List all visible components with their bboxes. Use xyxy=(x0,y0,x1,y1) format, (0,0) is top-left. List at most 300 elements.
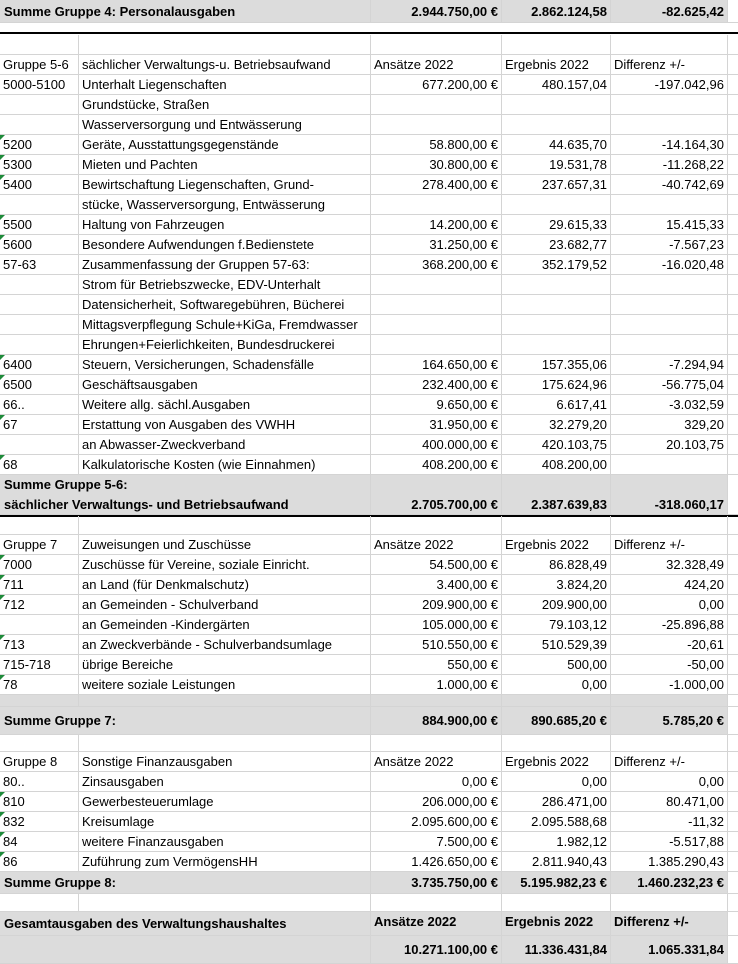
description-cell[interactable]: an Gemeinden -Kindergärten xyxy=(79,615,371,635)
result-2022-cell[interactable]: 44.635,70 xyxy=(502,135,611,155)
table-row xyxy=(0,395,738,415)
summary-budget-cell[interactable]: 3.735.750,00 € xyxy=(371,872,502,894)
difference-cell[interactable] xyxy=(611,455,728,475)
difference-cell[interactable] xyxy=(611,115,728,135)
result-2022-cell[interactable] xyxy=(502,195,611,215)
empty-cell[interactable] xyxy=(502,894,611,912)
account-code-cell[interactable] xyxy=(0,95,79,115)
column-header-budget[interactable]: Ansätze 2022 xyxy=(371,752,502,772)
budget-2022-cell[interactable]: 31.950,00 € xyxy=(371,415,502,435)
table-row xyxy=(0,175,738,195)
result-2022-cell[interactable]: 79.103,12 xyxy=(502,615,611,635)
description-cell[interactable]: Mieten und Pachten xyxy=(79,155,371,175)
description-cell[interactable]: an Zweckverbände - Schulverbandsumlage xyxy=(79,635,371,655)
account-code-cell[interactable] xyxy=(0,195,79,215)
result-2022-cell[interactable]: 86.828,49 xyxy=(502,555,611,575)
budget-2022-cell[interactable] xyxy=(371,335,502,355)
budget-2022-cell[interactable]: 1.426.650,00 € xyxy=(371,852,502,872)
budget-2022-cell[interactable] xyxy=(371,195,502,215)
difference-cell[interactable]: 32.328,49 xyxy=(611,555,728,575)
summary-result-cell[interactable]: 2.862.124,58 xyxy=(502,0,611,23)
table-row xyxy=(0,235,738,255)
empty-row xyxy=(0,735,738,752)
empty-row xyxy=(0,516,738,535)
result-2022-cell[interactable]: 32.279,20 xyxy=(502,415,611,435)
budget-2022-cell[interactable]: 368.200,00 € xyxy=(371,255,502,275)
empty-cell[interactable] xyxy=(611,894,728,912)
spacer-cell[interactable] xyxy=(79,695,371,707)
summary-budget-cell[interactable]: 2.944.750,00 € xyxy=(371,0,502,23)
description-cell[interactable]: Kalkulatorische Kosten (wie Einnahmen) xyxy=(79,455,371,475)
difference-cell[interactable]: -197.042,96 xyxy=(611,75,728,95)
summary-difference-cell[interactable]: -82.625,42 xyxy=(611,0,728,23)
total-title: Gesamtausgaben des Verwaltungshaushaltes xyxy=(4,916,287,931)
budget-2022-cell[interactable] xyxy=(371,315,502,335)
result-2022-cell[interactable]: 408.200,00 xyxy=(502,455,611,475)
empty-cell[interactable] xyxy=(502,516,611,535)
account-code-cell[interactable]: 5600 xyxy=(0,235,79,255)
result-2022-cell[interactable]: 0,00 xyxy=(502,675,611,695)
spacer-cell[interactable] xyxy=(728,375,738,395)
spacer-cell[interactable] xyxy=(728,635,738,655)
summary-result-cell[interactable]: 5.195.982,23 € xyxy=(502,872,611,894)
description-cell[interactable]: Steuern, Versicherungen, Schadensfälle xyxy=(79,355,371,375)
group-code-cell[interactable]: Gruppe 8 xyxy=(0,752,79,772)
result-2022-cell[interactable]: 19.531,78 xyxy=(502,155,611,175)
description-cell[interactable]: Strom für Betriebszwecke, EDV-Unterhalt xyxy=(79,275,371,295)
difference-cell[interactable]: -11,32 xyxy=(611,812,728,832)
spacer-cell[interactable] xyxy=(728,707,738,735)
budget-2022-cell[interactable]: 232.400,00 € xyxy=(371,375,502,395)
account-code-cell[interactable]: 6500 xyxy=(0,375,79,395)
account-code-cell[interactable]: 78 xyxy=(0,675,79,695)
account-code-cell[interactable] xyxy=(0,615,79,635)
account-code-cell[interactable] xyxy=(0,335,79,355)
empty-cell[interactable] xyxy=(0,35,79,55)
account-code-cell[interactable] xyxy=(0,295,79,315)
difference-cell[interactable]: -5.517,88 xyxy=(611,832,728,852)
result-2022-cell[interactable]: 286.471,00 xyxy=(502,792,611,812)
description-cell[interactable]: Zuschüsse für Vereine, soziale Einricht. xyxy=(79,555,371,575)
difference-cell[interactable]: -16.020,48 xyxy=(611,255,728,275)
difference-cell[interactable]: -11.268,22 xyxy=(611,155,728,175)
difference-cell[interactable]: 80.471,00 xyxy=(611,792,728,812)
column-header-difference[interactable]: Differenz +/- xyxy=(611,55,728,75)
summary-code-cell[interactable] xyxy=(0,936,79,964)
result-2022-cell[interactable]: 3.824,20 xyxy=(502,575,611,595)
difference-cell[interactable]: -14.164,30 xyxy=(611,135,728,155)
budget-2022-cell[interactable]: 1.000,00 € xyxy=(371,675,502,695)
column-header-result[interactable]: Ergebnis 2022 xyxy=(502,912,611,936)
table-row xyxy=(0,415,738,435)
description-cell[interactable]: Bewirtschaftung Liegenschaften, Grund- xyxy=(79,175,371,195)
account-code-cell[interactable]: 86 xyxy=(0,852,79,872)
summary-title: Summe Gruppe 7: xyxy=(4,713,116,728)
spacer-cell[interactable] xyxy=(728,415,738,435)
budget-2022-cell[interactable]: 105.000,00 € xyxy=(371,615,502,635)
difference-cell[interactable] xyxy=(611,275,728,295)
empty-cell[interactable] xyxy=(79,516,371,535)
spacer-cell[interactable] xyxy=(728,792,738,812)
result-2022-cell[interactable]: 0,00 xyxy=(502,772,611,792)
description-cell[interactable]: Zuführung zum VermögensHH xyxy=(79,852,371,872)
spacer-cell[interactable] xyxy=(728,535,738,555)
description-cell[interactable]: Haltung von Fahrzeugen xyxy=(79,215,371,235)
spacer-cell[interactable] xyxy=(728,295,738,315)
table-row xyxy=(0,95,738,115)
description-cell[interactable]: Geräte, Ausstattungsgegenstände xyxy=(79,135,371,155)
spacer-cell[interactable] xyxy=(728,595,738,615)
description-cell[interactable]: an Abwasser-Zweckverband xyxy=(79,435,371,455)
summary-difference-cell[interactable]: 5.785,20 € xyxy=(611,707,728,735)
account-code-cell[interactable]: 5300 xyxy=(0,155,79,175)
account-code-cell[interactable]: 711 xyxy=(0,575,79,595)
description-cell[interactable]: Wasserversorgung und Entwässerung xyxy=(79,115,371,135)
group-title-cell[interactable]: sächlicher Verwaltungs-u. Betriebsaufwand xyxy=(79,55,371,75)
spacer-cell[interactable] xyxy=(728,655,738,675)
description-cell[interactable]: weitere Finanzausgaben xyxy=(79,832,371,852)
spacer-cell[interactable] xyxy=(0,695,79,707)
description-cell[interactable]: Ehrungen+Feierlichkeiten, Bundesdruckerei xyxy=(79,335,371,355)
description-cell[interactable]: stücke, Wasserversorgung, Entwässerung xyxy=(79,195,371,215)
result-2022-cell[interactable] xyxy=(502,275,611,295)
spacer-cell[interactable] xyxy=(728,315,738,335)
summary-row xyxy=(0,0,738,23)
budget-2022-cell[interactable]: 278.400,00 € xyxy=(371,175,502,195)
summary-title: Summe Gruppe 4: Personalausgaben xyxy=(4,4,236,19)
account-code-cell[interactable]: 6400 xyxy=(0,355,79,375)
budget-2022-cell[interactable]: 7.500,00 € xyxy=(371,832,502,852)
budget-2022-cell[interactable]: 408.200,00 € xyxy=(371,455,502,475)
result-2022-cell[interactable]: 209.900,00 xyxy=(502,595,611,615)
empty-cell[interactable] xyxy=(728,894,738,912)
difference-cell[interactable]: -20,61 xyxy=(611,635,728,655)
summary-row xyxy=(0,872,738,894)
column-header-result[interactable]: Ergebnis 2022 xyxy=(502,535,611,555)
account-code-cell[interactable]: 57-63 xyxy=(0,255,79,275)
result-2022-cell[interactable]: 480.157,04 xyxy=(502,75,611,95)
budget-2022-cell[interactable] xyxy=(371,275,502,295)
table-row xyxy=(0,435,738,455)
budget-2022-cell[interactable] xyxy=(371,295,502,315)
difference-cell[interactable]: -56.775,04 xyxy=(611,375,728,395)
budget-2022-cell[interactable]: 54.500,00 € xyxy=(371,555,502,575)
group-header-row xyxy=(0,55,738,75)
account-code-cell[interactable]: 713 xyxy=(0,635,79,655)
description-cell[interactable]: übrige Bereiche xyxy=(79,655,371,675)
account-code-cell[interactable]: 68 xyxy=(0,455,79,475)
account-code-cell[interactable] xyxy=(0,435,79,455)
group-code-cell[interactable]: Gruppe 5-6 xyxy=(0,55,79,75)
description-cell[interactable]: Grundstücke, Straßen xyxy=(79,95,371,115)
account-code-cell[interactable]: 810 xyxy=(0,792,79,812)
result-2022-cell[interactable] xyxy=(502,115,611,135)
spacer-cell[interactable] xyxy=(728,575,738,595)
column-header-budget[interactable]: Ansätze 2022 xyxy=(371,55,502,75)
description-cell[interactable]: Weitere allg. sächl.Ausgaben xyxy=(79,395,371,415)
account-code-cell[interactable]: 5500 xyxy=(0,215,79,235)
summary-budget-cell[interactable]: 10.271.100,00 € xyxy=(371,936,502,964)
spacer-cell[interactable] xyxy=(728,0,738,23)
table-row xyxy=(0,615,738,635)
account-code-cell[interactable] xyxy=(0,115,79,135)
column-header-budget[interactable]: Ansätze 2022 xyxy=(371,535,502,555)
spacer-cell[interactable] xyxy=(728,275,738,295)
account-code-cell[interactable]: 67 xyxy=(0,415,79,435)
column-header-difference[interactable]: Differenz +/- xyxy=(611,912,728,936)
account-code-cell[interactable]: 7000 xyxy=(0,555,79,575)
result-2022-cell[interactable]: 500,00 xyxy=(502,655,611,675)
difference-cell[interactable]: -3.032,59 xyxy=(611,395,728,415)
account-code-cell[interactable]: 80.. xyxy=(0,772,79,792)
empty-cell[interactable] xyxy=(611,516,728,535)
table-row xyxy=(0,315,738,335)
spacer-cell[interactable] xyxy=(728,555,738,575)
account-code-cell[interactable] xyxy=(0,275,79,295)
spacer-cell[interactable] xyxy=(728,772,738,792)
summary-budget-cell[interactable]: 884.900,00 € xyxy=(371,707,502,735)
description-cell[interactable]: an Gemeinden - Schulverband xyxy=(79,595,371,615)
empty-cell[interactable] xyxy=(79,35,371,55)
empty-cell[interactable] xyxy=(611,35,728,55)
budget-2022-cell[interactable]: 2.095.600,00 € xyxy=(371,812,502,832)
spacer-cell[interactable] xyxy=(728,95,738,115)
spacer-row xyxy=(0,695,738,707)
group-header-row xyxy=(0,535,738,555)
empty-cell[interactable] xyxy=(502,735,611,752)
summary-difference-cell[interactable]: 1.460.232,23 € xyxy=(611,872,728,894)
empty-cell[interactable] xyxy=(79,894,371,912)
column-header-result[interactable]: Ergebnis 2022 xyxy=(502,752,611,772)
summary-label-cell[interactable] xyxy=(79,872,371,894)
table-row xyxy=(0,455,738,475)
account-code-cell[interactable]: 84 xyxy=(0,832,79,852)
spacer-cell[interactable] xyxy=(728,912,738,936)
spacer-cell[interactable] xyxy=(502,695,611,707)
spacer-cell[interactable] xyxy=(728,195,738,215)
table-row xyxy=(0,555,738,575)
budget-2022-cell[interactable] xyxy=(371,115,502,135)
account-code-cell[interactable]: 5400 xyxy=(0,175,79,195)
difference-cell[interactable]: 15.415,33 xyxy=(611,215,728,235)
spacer-cell[interactable] xyxy=(371,695,502,707)
description-cell[interactable]: Zinsausgaben xyxy=(79,772,371,792)
difference-cell[interactable]: 20.103,75 xyxy=(611,435,728,455)
result-2022-cell[interactable]: 6.617,41 xyxy=(502,395,611,415)
spacer-cell[interactable] xyxy=(728,832,738,852)
spacer-cell[interactable] xyxy=(728,752,738,772)
empty-cell[interactable] xyxy=(371,516,502,535)
difference-cell[interactable] xyxy=(611,95,728,115)
spacer-cell[interactable] xyxy=(728,435,738,455)
group-title-cell[interactable]: Sonstige Finanzausgaben xyxy=(79,752,371,772)
difference-cell[interactable]: -25.896,88 xyxy=(611,615,728,635)
empty-cell[interactable] xyxy=(371,35,502,55)
spacer-cell[interactable] xyxy=(728,852,738,872)
result-2022-cell[interactable] xyxy=(502,95,611,115)
summary-difference-cell[interactable]: 1.065.331,84 xyxy=(611,936,728,964)
empty-cell[interactable] xyxy=(0,735,79,752)
description-cell[interactable]: Kreisumlage xyxy=(79,812,371,832)
account-code-cell[interactable]: 5200 xyxy=(0,135,79,155)
account-code-cell[interactable]: 712 xyxy=(0,595,79,615)
difference-cell[interactable]: 329,20 xyxy=(611,415,728,435)
summary-title: Summe Gruppe 5-6: xyxy=(4,477,128,492)
result-2022-cell[interactable]: 510.529,39 xyxy=(502,635,611,655)
spacer-cell[interactable] xyxy=(728,675,738,695)
result-2022-cell[interactable]: 237.657,31 xyxy=(502,175,611,195)
empty-cell[interactable] xyxy=(728,735,738,752)
difference-cell[interactable]: -40.742,69 xyxy=(611,175,728,195)
table-row xyxy=(0,275,738,295)
empty-cell[interactable] xyxy=(0,894,79,912)
description-cell[interactable]: Zusammenfassung der Gruppen 57-63: xyxy=(79,255,371,275)
budget-2022-cell[interactable]: 164.650,00 € xyxy=(371,355,502,375)
table-row xyxy=(0,195,738,215)
result-2022-cell[interactable]: 175.624,96 xyxy=(502,375,611,395)
spacer-cell[interactable] xyxy=(728,615,738,635)
difference-cell[interactable]: 1.385.290,43 xyxy=(611,852,728,872)
table-row xyxy=(0,635,738,655)
budget-2022-cell[interactable]: 58.800,00 € xyxy=(371,135,502,155)
summary-row xyxy=(0,707,738,735)
budget-2022-cell[interactable]: 14.200,00 € xyxy=(371,215,502,235)
summary-difference-cell[interactable]: -318.060,17 xyxy=(611,475,728,515)
description-cell[interactable]: Gewerbesteuerumlage xyxy=(79,792,371,812)
spacer-cell[interactable] xyxy=(728,115,738,135)
spacer-cell[interactable] xyxy=(728,936,738,964)
account-code-cell[interactable]: 5000-5100 xyxy=(0,75,79,95)
result-2022-cell[interactable]: 2.095.588,68 xyxy=(502,812,611,832)
difference-cell[interactable]: 424,20 xyxy=(611,575,728,595)
budget-2022-cell[interactable]: 9.650,00 € xyxy=(371,395,502,415)
summary-budget-cell[interactable]: 2.705.700,00 € xyxy=(371,475,502,515)
budget-2022-cell[interactable]: 0,00 € xyxy=(371,772,502,792)
result-2022-cell[interactable]: 29.615,33 xyxy=(502,215,611,235)
spacer-cell[interactable] xyxy=(728,155,738,175)
group-header-row xyxy=(0,752,738,772)
summary-row xyxy=(0,475,738,515)
result-2022-cell[interactable]: 2.811.940,43 xyxy=(502,852,611,872)
budget-2022-cell[interactable]: 209.900,00 € xyxy=(371,595,502,615)
account-code-cell[interactable]: 715-718 xyxy=(0,655,79,675)
spacer-cell[interactable] xyxy=(728,235,738,255)
spacer-cell[interactable] xyxy=(728,255,738,275)
column-header-budget[interactable]: Ansätze 2022 xyxy=(371,912,502,936)
spacer-cell[interactable] xyxy=(728,355,738,375)
result-2022-cell[interactable] xyxy=(502,315,611,335)
account-code-cell[interactable] xyxy=(0,315,79,335)
budget-2022-cell[interactable]: 206.000,00 € xyxy=(371,792,502,812)
empty-cell[interactable] xyxy=(728,35,738,55)
spacer-cell[interactable] xyxy=(728,395,738,415)
empty-cell[interactable] xyxy=(611,735,728,752)
description-cell[interactable]: Besondere Aufwendungen f.Bedienstete xyxy=(79,235,371,255)
summary-label-cell[interactable] xyxy=(79,707,371,735)
spacer-cell[interactable] xyxy=(728,695,738,707)
group-header-row xyxy=(0,912,738,936)
spacer-cell[interactable] xyxy=(728,135,738,155)
budget-2022-cell[interactable]: 510.550,00 € xyxy=(371,635,502,655)
budget-2022-cell[interactable]: 30.800,00 € xyxy=(371,155,502,175)
difference-cell[interactable] xyxy=(611,195,728,215)
difference-cell[interactable]: -1.000,00 xyxy=(611,675,728,695)
description-cell[interactable]: Geschäftsausgaben xyxy=(79,375,371,395)
empty-cell[interactable] xyxy=(0,516,79,535)
difference-cell[interactable]: -7.567,23 xyxy=(611,235,728,255)
summary-result-cell[interactable]: 2.387.639,83 xyxy=(502,475,611,515)
difference-cell[interactable]: -7.294,94 xyxy=(611,355,728,375)
spacer-cell[interactable] xyxy=(728,872,738,894)
description-cell[interactable]: weitere soziale Leistungen xyxy=(79,675,371,695)
difference-cell[interactable] xyxy=(611,335,728,355)
summary-result-cell[interactable]: 11.336.431,84 xyxy=(502,936,611,964)
description-cell[interactable]: an Land (für Denkmalschutz) xyxy=(79,575,371,595)
budget-2022-cell[interactable]: 677.200,00 € xyxy=(371,75,502,95)
budget-2022-cell[interactable] xyxy=(371,95,502,115)
result-2022-cell[interactable]: 23.682,77 xyxy=(502,235,611,255)
difference-cell[interactable]: 0,00 xyxy=(611,595,728,615)
empty-row xyxy=(0,35,738,55)
empty-cell[interactable] xyxy=(371,735,502,752)
result-2022-cell[interactable] xyxy=(502,295,611,315)
spacer-cell[interactable] xyxy=(728,215,738,235)
table-row xyxy=(0,575,738,595)
description-cell[interactable]: Unterhalt Liegenschaften xyxy=(79,75,371,95)
empty-cell[interactable] xyxy=(371,894,502,912)
empty-cell[interactable] xyxy=(728,516,738,535)
column-header-difference[interactable]: Differenz +/- xyxy=(611,752,728,772)
empty-cell[interactable] xyxy=(502,35,611,55)
spacer-cell[interactable] xyxy=(728,812,738,832)
description-cell[interactable]: Datensicherheit, Softwaregebühren, Bücherei xyxy=(79,295,371,315)
budget-2022-cell[interactable]: 3.400,00 € xyxy=(371,575,502,595)
description-cell[interactable]: Erstattung von Ausgaben des VWHH xyxy=(79,415,371,435)
result-2022-cell[interactable]: 352.179,52 xyxy=(502,255,611,275)
group-title-cell[interactable]: Zuweisungen und Zuschüsse xyxy=(79,535,371,555)
difference-cell[interactable]: 0,00 xyxy=(611,772,728,792)
empty-cell[interactable] xyxy=(79,735,371,752)
budget-2022-cell[interactable]: 400.000,00 € xyxy=(371,435,502,455)
summary-result-cell[interactable]: 890.685,20 € xyxy=(502,707,611,735)
account-code-cell[interactable]: 832 xyxy=(0,812,79,832)
group-code-cell[interactable]: Gruppe 7 xyxy=(0,535,79,555)
spacer-cell[interactable] xyxy=(728,335,738,355)
spacer-cell[interactable] xyxy=(728,175,738,195)
budget-2022-cell[interactable]: 31.250,00 € xyxy=(371,235,502,255)
column-header-difference[interactable]: Differenz +/- xyxy=(611,535,728,555)
budget-2022-cell[interactable]: 550,00 € xyxy=(371,655,502,675)
spacer-cell[interactable] xyxy=(728,75,738,95)
result-2022-cell[interactable]: 157.355,06 xyxy=(502,355,611,375)
summary-label-cell[interactable] xyxy=(79,936,371,964)
difference-cell[interactable] xyxy=(611,295,728,315)
result-2022-cell[interactable]: 420.103,75 xyxy=(502,435,611,455)
table-row xyxy=(0,375,738,395)
result-2022-cell[interactable]: 1.982,12 xyxy=(502,832,611,852)
account-code-cell[interactable]: 66.. xyxy=(0,395,79,415)
difference-cell[interactable]: -50,00 xyxy=(611,655,728,675)
spacer-cell[interactable] xyxy=(611,695,728,707)
column-header-result[interactable]: Ergebnis 2022 xyxy=(502,55,611,75)
difference-cell[interactable] xyxy=(611,315,728,335)
spacer-cell[interactable] xyxy=(728,55,738,75)
result-2022-cell[interactable] xyxy=(502,335,611,355)
spacer-cell[interactable] xyxy=(728,455,738,475)
spacer-cell[interactable] xyxy=(728,475,738,515)
description-cell[interactable]: Mittagsverpflegung Schule+KiGa, Fremdwasser xyxy=(79,315,371,335)
table-row xyxy=(0,115,738,135)
